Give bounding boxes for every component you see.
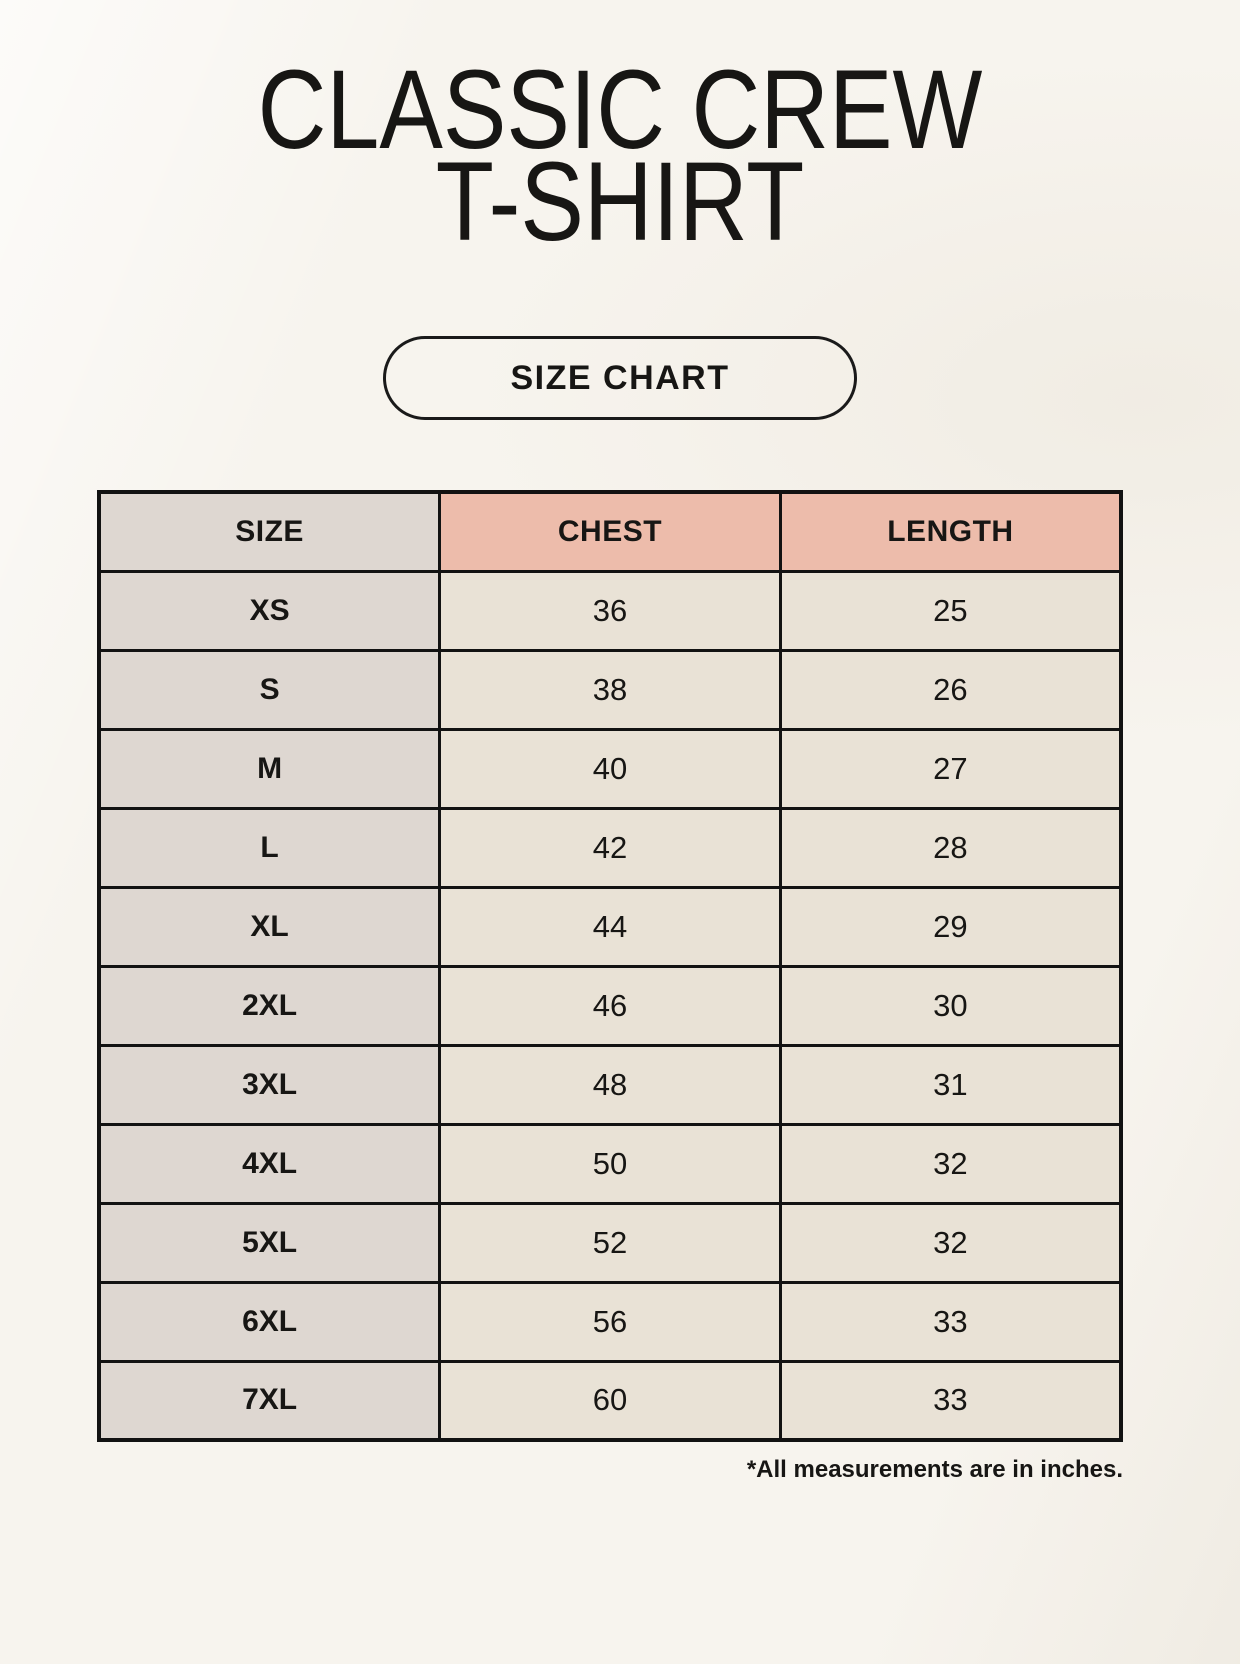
title-line-2: T-SHIRT: [435, 139, 805, 264]
chest-cell: 40: [440, 729, 781, 808]
size-cell: L: [99, 808, 440, 887]
size-cell: XL: [99, 887, 440, 966]
size-cell: S: [99, 650, 440, 729]
size-table-body: [99, 571, 1121, 1440]
chest-cell: 60: [440, 1361, 781, 1440]
length-cell: 30: [780, 966, 1121, 1045]
size-cell: 2XL: [99, 966, 440, 1045]
size-chart-table-container: [97, 490, 1123, 1442]
column-header-chest: CHEST: [440, 492, 781, 571]
length-cell: 32: [780, 1203, 1121, 1282]
size-cell: 6XL: [99, 1282, 440, 1361]
table-row: [99, 650, 1121, 729]
length-cell: 32: [780, 1124, 1121, 1203]
page-title: [0, 47, 1240, 264]
size-chart-button[interactable]: [383, 336, 857, 420]
table-row: [99, 1361, 1121, 1440]
size-cell: 4XL: [99, 1124, 440, 1203]
size-cell: XS: [99, 571, 440, 650]
chest-cell: 52: [440, 1203, 781, 1282]
table-row: [99, 1124, 1121, 1203]
chest-cell: 38: [440, 650, 781, 729]
table-row: [99, 887, 1121, 966]
chest-cell: 46: [440, 966, 781, 1045]
table-row: [99, 1203, 1121, 1282]
chest-cell: 42: [440, 808, 781, 887]
size-cell: 3XL: [99, 1045, 440, 1124]
table-row: [99, 1282, 1121, 1361]
table-row: [99, 808, 1121, 887]
column-header-size: SIZE: [99, 492, 440, 571]
table-row: [99, 571, 1121, 650]
length-cell: 33: [780, 1361, 1121, 1440]
length-cell: 33: [780, 1282, 1121, 1361]
length-cell: 27: [780, 729, 1121, 808]
table-header-row: [99, 492, 1121, 571]
chest-cell: 56: [440, 1282, 781, 1361]
chest-cell: 48: [440, 1045, 781, 1124]
size-chart-button-label: SIZE CHART: [510, 358, 730, 397]
length-cell: 29: [780, 887, 1121, 966]
table-row: [99, 966, 1121, 1045]
table-row: [99, 1045, 1121, 1124]
size-cell: 7XL: [99, 1361, 440, 1440]
table-row: [99, 729, 1121, 808]
length-cell: 28: [780, 808, 1121, 887]
size-cell: M: [99, 729, 440, 808]
size-chart-table: [97, 490, 1123, 1442]
chest-cell: 50: [440, 1124, 781, 1203]
column-header-length: LENGTH: [780, 492, 1121, 571]
table-header: [99, 492, 1121, 571]
length-cell: 25: [780, 571, 1121, 650]
measurements-footnote: *All measurements are in inches.: [746, 1456, 1123, 1483]
length-cell: 26: [780, 650, 1121, 729]
size-cell: 5XL: [99, 1203, 440, 1282]
chest-cell: 44: [440, 887, 781, 966]
title-line-1: CLASSIC CREW: [257, 47, 983, 172]
length-cell: 31: [780, 1045, 1121, 1124]
chest-cell: 36: [440, 571, 781, 650]
